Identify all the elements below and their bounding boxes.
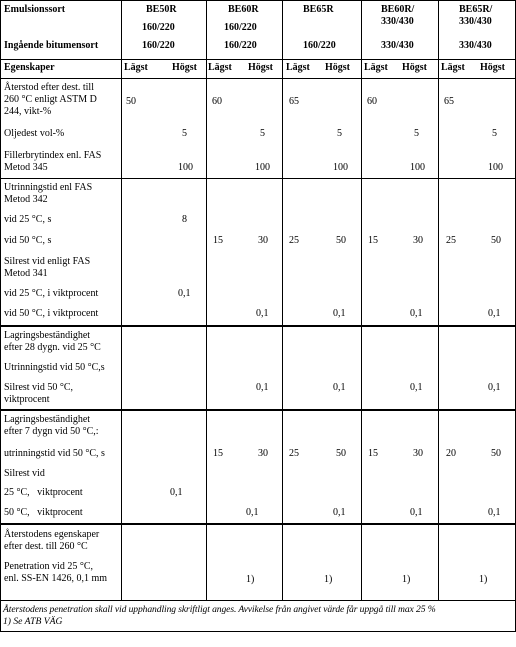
cell-value: 5 <box>337 128 342 139</box>
row-label: 50 °C, viktprocent <box>4 507 83 518</box>
cell-value: 50 <box>491 448 501 459</box>
row-label: 25 °C, viktprocent <box>4 487 83 498</box>
footnote-ref: 1) <box>402 574 411 585</box>
row-label: Utrinningstid vid 50 °C,s <box>4 362 105 373</box>
footnote-ref: 1) <box>246 574 255 585</box>
row-label: vid 25 °C, i viktprocent <box>4 288 99 299</box>
col-bitumen-be50r: 160/220 <box>142 40 175 51</box>
row-label: Penetration vid 25 °C, enl. SS-EN 1426, 0,1 mm <box>4 561 108 584</box>
cell-value: 0,1 <box>333 382 346 393</box>
high-header: Högst <box>402 62 427 73</box>
col-bitumen-be60r: 160/220 <box>224 40 257 51</box>
col-name-be50r: BE50R <box>146 4 177 15</box>
cell-value: 50 <box>336 448 346 459</box>
table-left-border <box>0 0 1 632</box>
column-divider <box>282 0 283 600</box>
cell-value: 0,1 <box>256 382 269 393</box>
col-bitumen-be60r-330: 330/430 <box>381 40 414 51</box>
column-divider <box>361 0 362 600</box>
cell-value: 0,1 <box>178 288 191 299</box>
row-label: Oljedest vol-% <box>4 128 65 139</box>
low-header: Lägst <box>364 62 388 73</box>
cell-value: 0,1 <box>246 507 259 518</box>
row-label: vid 25 °C, s <box>4 214 52 225</box>
cell-value: 50 <box>126 96 136 107</box>
high-header: Högst <box>480 62 505 73</box>
cell-value: 100 <box>333 162 348 173</box>
cell-value: 15 <box>213 235 223 246</box>
col-bitumen-be65r: 160/220 <box>303 40 336 51</box>
row-label: Utrinningstid enl FAS Metod 342 <box>4 182 93 205</box>
cell-value: 65 <box>289 96 299 107</box>
col-name-be65r: BE65R <box>303 4 334 15</box>
cell-value: 5 <box>414 128 419 139</box>
cell-value: 30 <box>413 235 423 246</box>
cell-value: 0,1 <box>256 308 269 319</box>
col-range-be60r-330: 330/430 <box>381 16 414 27</box>
low-header: Lägst <box>441 62 465 73</box>
cell-value: 0,1 <box>333 507 346 518</box>
low-header: Lägst <box>286 62 310 73</box>
row-label: vid 50 °C, s <box>4 235 52 246</box>
cell-value: 0,1 <box>488 382 501 393</box>
cell-value: 100 <box>178 162 193 173</box>
col-range-be60r: 160/220 <box>224 22 257 33</box>
cell-value: 8 <box>182 214 187 225</box>
cell-value: 0,1 <box>410 382 423 393</box>
footnote-divider <box>0 600 516 601</box>
row-label: Lagringsbeständighet efter 28 dygn. vid 25 °C <box>4 330 101 353</box>
row-label: vid 50 °C, i viktprocent <box>4 308 99 319</box>
cell-value: 15 <box>213 448 223 459</box>
row-label: Silrest vid enligt FAS Metod 341 <box>4 256 91 279</box>
col-name-be60r: BE60R <box>228 4 259 15</box>
cell-value: 15 <box>368 448 378 459</box>
cell-value: 25 <box>289 448 299 459</box>
low-header: Lägst <box>124 62 148 73</box>
col-name-be65r-330: BE65R/ <box>459 4 493 15</box>
cell-value: 60 <box>367 96 377 107</box>
row-label: Återstod efter dest. till 260 °C enligt ASTM D 244, vikt-% <box>4 82 97 117</box>
row-label: Silrest vid 50 °C, viktprocent <box>4 382 74 405</box>
cell-value: 30 <box>413 448 423 459</box>
emulsion-label: Emulsionssort <box>4 4 66 15</box>
row-label: Fillerbrytindex enl. FAS Metod 345 <box>4 150 102 173</box>
high-header: Högst <box>248 62 273 73</box>
col-name-be60r-330: BE60R/ <box>381 4 415 15</box>
cell-value: 5 <box>182 128 187 139</box>
cell-value: 0,1 <box>410 308 423 319</box>
column-divider <box>121 0 122 600</box>
cell-value: 100 <box>255 162 270 173</box>
cell-value: 0,1 <box>488 308 501 319</box>
cell-value: 0,1 <box>333 308 346 319</box>
col-range-be65r-330: 330/430 <box>459 16 492 27</box>
row-label: Lagringsbeständighet efter 7 dygn vid 50 °C,: <box>4 414 99 437</box>
cell-value: 50 <box>336 235 346 246</box>
cell-value: 100 <box>488 162 503 173</box>
cell-value: 25 <box>289 235 299 246</box>
cell-value: 5 <box>492 128 497 139</box>
cell-value: 30 <box>258 448 268 459</box>
footnote-ref-text: 1) Se ATB VÄG <box>3 616 63 627</box>
footnote-ref: 1) <box>479 574 488 585</box>
column-divider <box>438 0 439 600</box>
cell-value: 0,1 <box>170 487 183 498</box>
properties-label: Egenskaper <box>4 62 55 73</box>
row-label: utrinningstid vid 50 °C, s <box>4 448 105 459</box>
cell-value: 65 <box>444 96 454 107</box>
cell-value: 25 <box>446 235 456 246</box>
cell-value: 0,1 <box>488 507 501 518</box>
cell-value: 0,1 <box>410 507 423 518</box>
cell-value: 5 <box>260 128 265 139</box>
cell-value: 15 <box>368 235 378 246</box>
footnote-text: Återstodens penetration skall vid upphandling skriftligt anges. Avvikelse från angivet värde får uppgå till max 25 % <box>3 604 436 615</box>
low-header: Lägst <box>208 62 232 73</box>
table-bottom-border <box>0 631 516 632</box>
col-range-be50r: 160/220 <box>142 22 175 33</box>
column-divider <box>206 0 207 600</box>
cell-value: 100 <box>410 162 425 173</box>
cell-value: 60 <box>212 96 222 107</box>
cell-value: 50 <box>491 235 501 246</box>
footnote-ref: 1) <box>324 574 333 585</box>
high-header: Högst <box>325 62 350 73</box>
bitumen-label: Ingående bitumensort <box>4 40 99 51</box>
col-bitumen-be65r-330: 330/430 <box>459 40 492 51</box>
cell-value: 30 <box>258 235 268 246</box>
cell-value: 20 <box>446 448 456 459</box>
row-label: Återstodens egenskaper efter dest. till 260 °C <box>4 529 100 552</box>
row-label: Silrest vid <box>4 468 45 479</box>
high-header: Högst <box>172 62 197 73</box>
